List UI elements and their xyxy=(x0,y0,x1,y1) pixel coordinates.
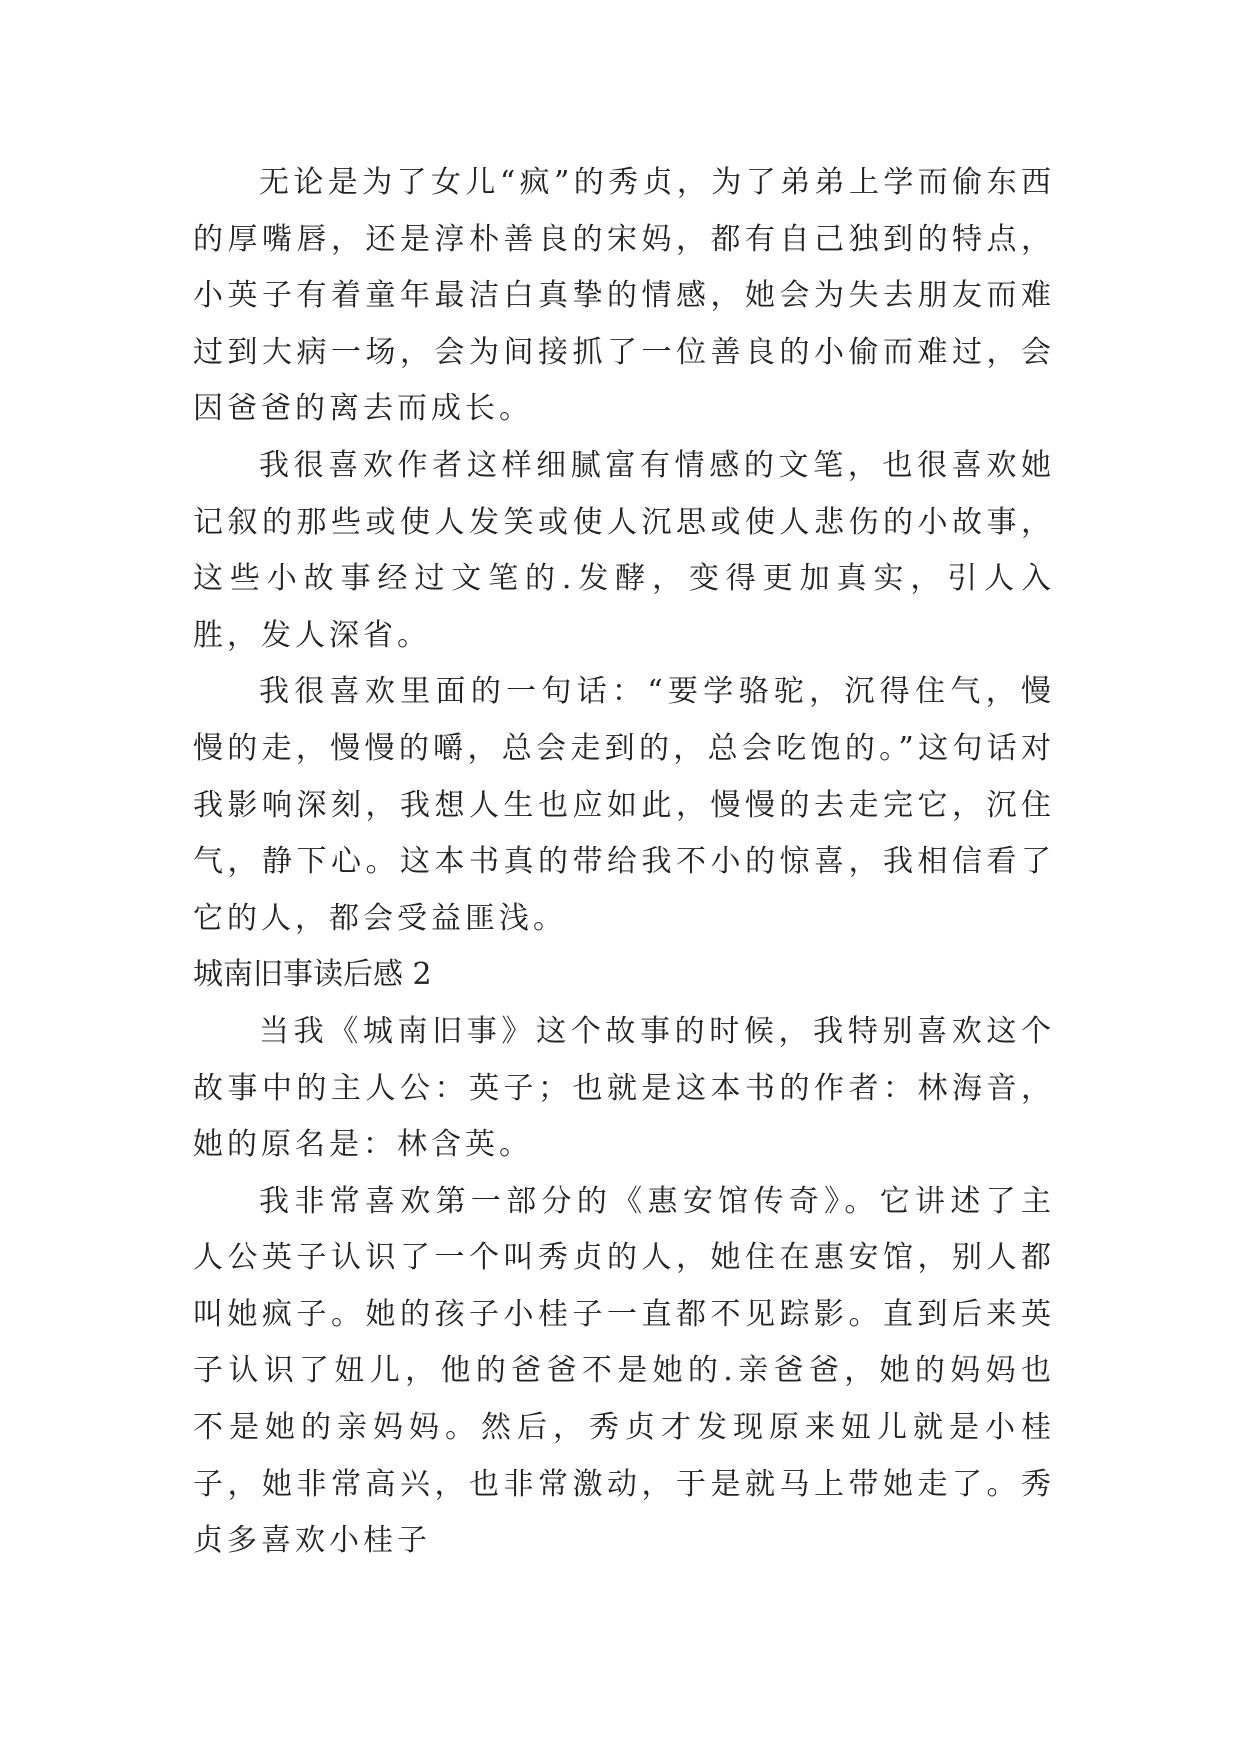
document-body xyxy=(193,155,1055,1570)
paragraph-protagonist-intro: 当我《城南旧事》这个故事的时候，我特别喜欢这个故事中的主人公：英子；也就是这本书的作者：林海音，她的原名是：林含英。 xyxy=(193,1013,1055,1163)
paragraph-writing-style: 我很喜欢作者这样细腻富有情感的文笔，也很喜欢她记叙的那些或使人发笑或使人沉思或使人悲伤的小故事，这些小故事经过文笔的.发酵，变得更加真实，引人入胜，发人深省。 xyxy=(193,447,1055,653)
paragraph-favorite-quote: 我很喜欢里面的一句话：“要学骆驼，沉得住气，慢慢的走，慢慢的嚼，总会走到的，总会吃饱的。”这句话对我影响深刻，我想人生也应如此，慢慢的去走完它，沉住气，静下心。这本书真的带给我不小的惊喜，我相信看了它的人，都会受益匪浅。 xyxy=(193,674,1055,936)
section-heading: 城南旧事读后感 2 xyxy=(193,957,432,993)
paragraph-memorable-characters: 无论是为了女儿“疯”的秀贞，为了弟弟上学而偷东西的厚嘴唇，还是淳朴善良的宋妈，都有自己独到的特点，小英子有着童年最洁白真挚的情感，她会为失去朋友而难过到大病一场，会为间接抓了一位善良的小偷而难过，会因爸爸的离去而成长。 xyxy=(193,165,1055,427)
paragraph-huian-guild-story: 我非常喜欢第一部分的《惠安馆传奇》。它讲述了主人公英子认识了一个叫秀贞的人，她住在惠安馆，别人都叫她疯子。她的孩子小桂子一直都不见踪影。直到后来英子认识了妞儿，他的爸爸不是她的.亲爸爸，她的妈妈也不是她的亲妈妈。然后，秀贞才发现原来妞儿就是小桂子，她非常高兴，也非常激动，于是就马上带她走了。秀贞多喜欢小桂子 xyxy=(193,1183,1055,1559)
